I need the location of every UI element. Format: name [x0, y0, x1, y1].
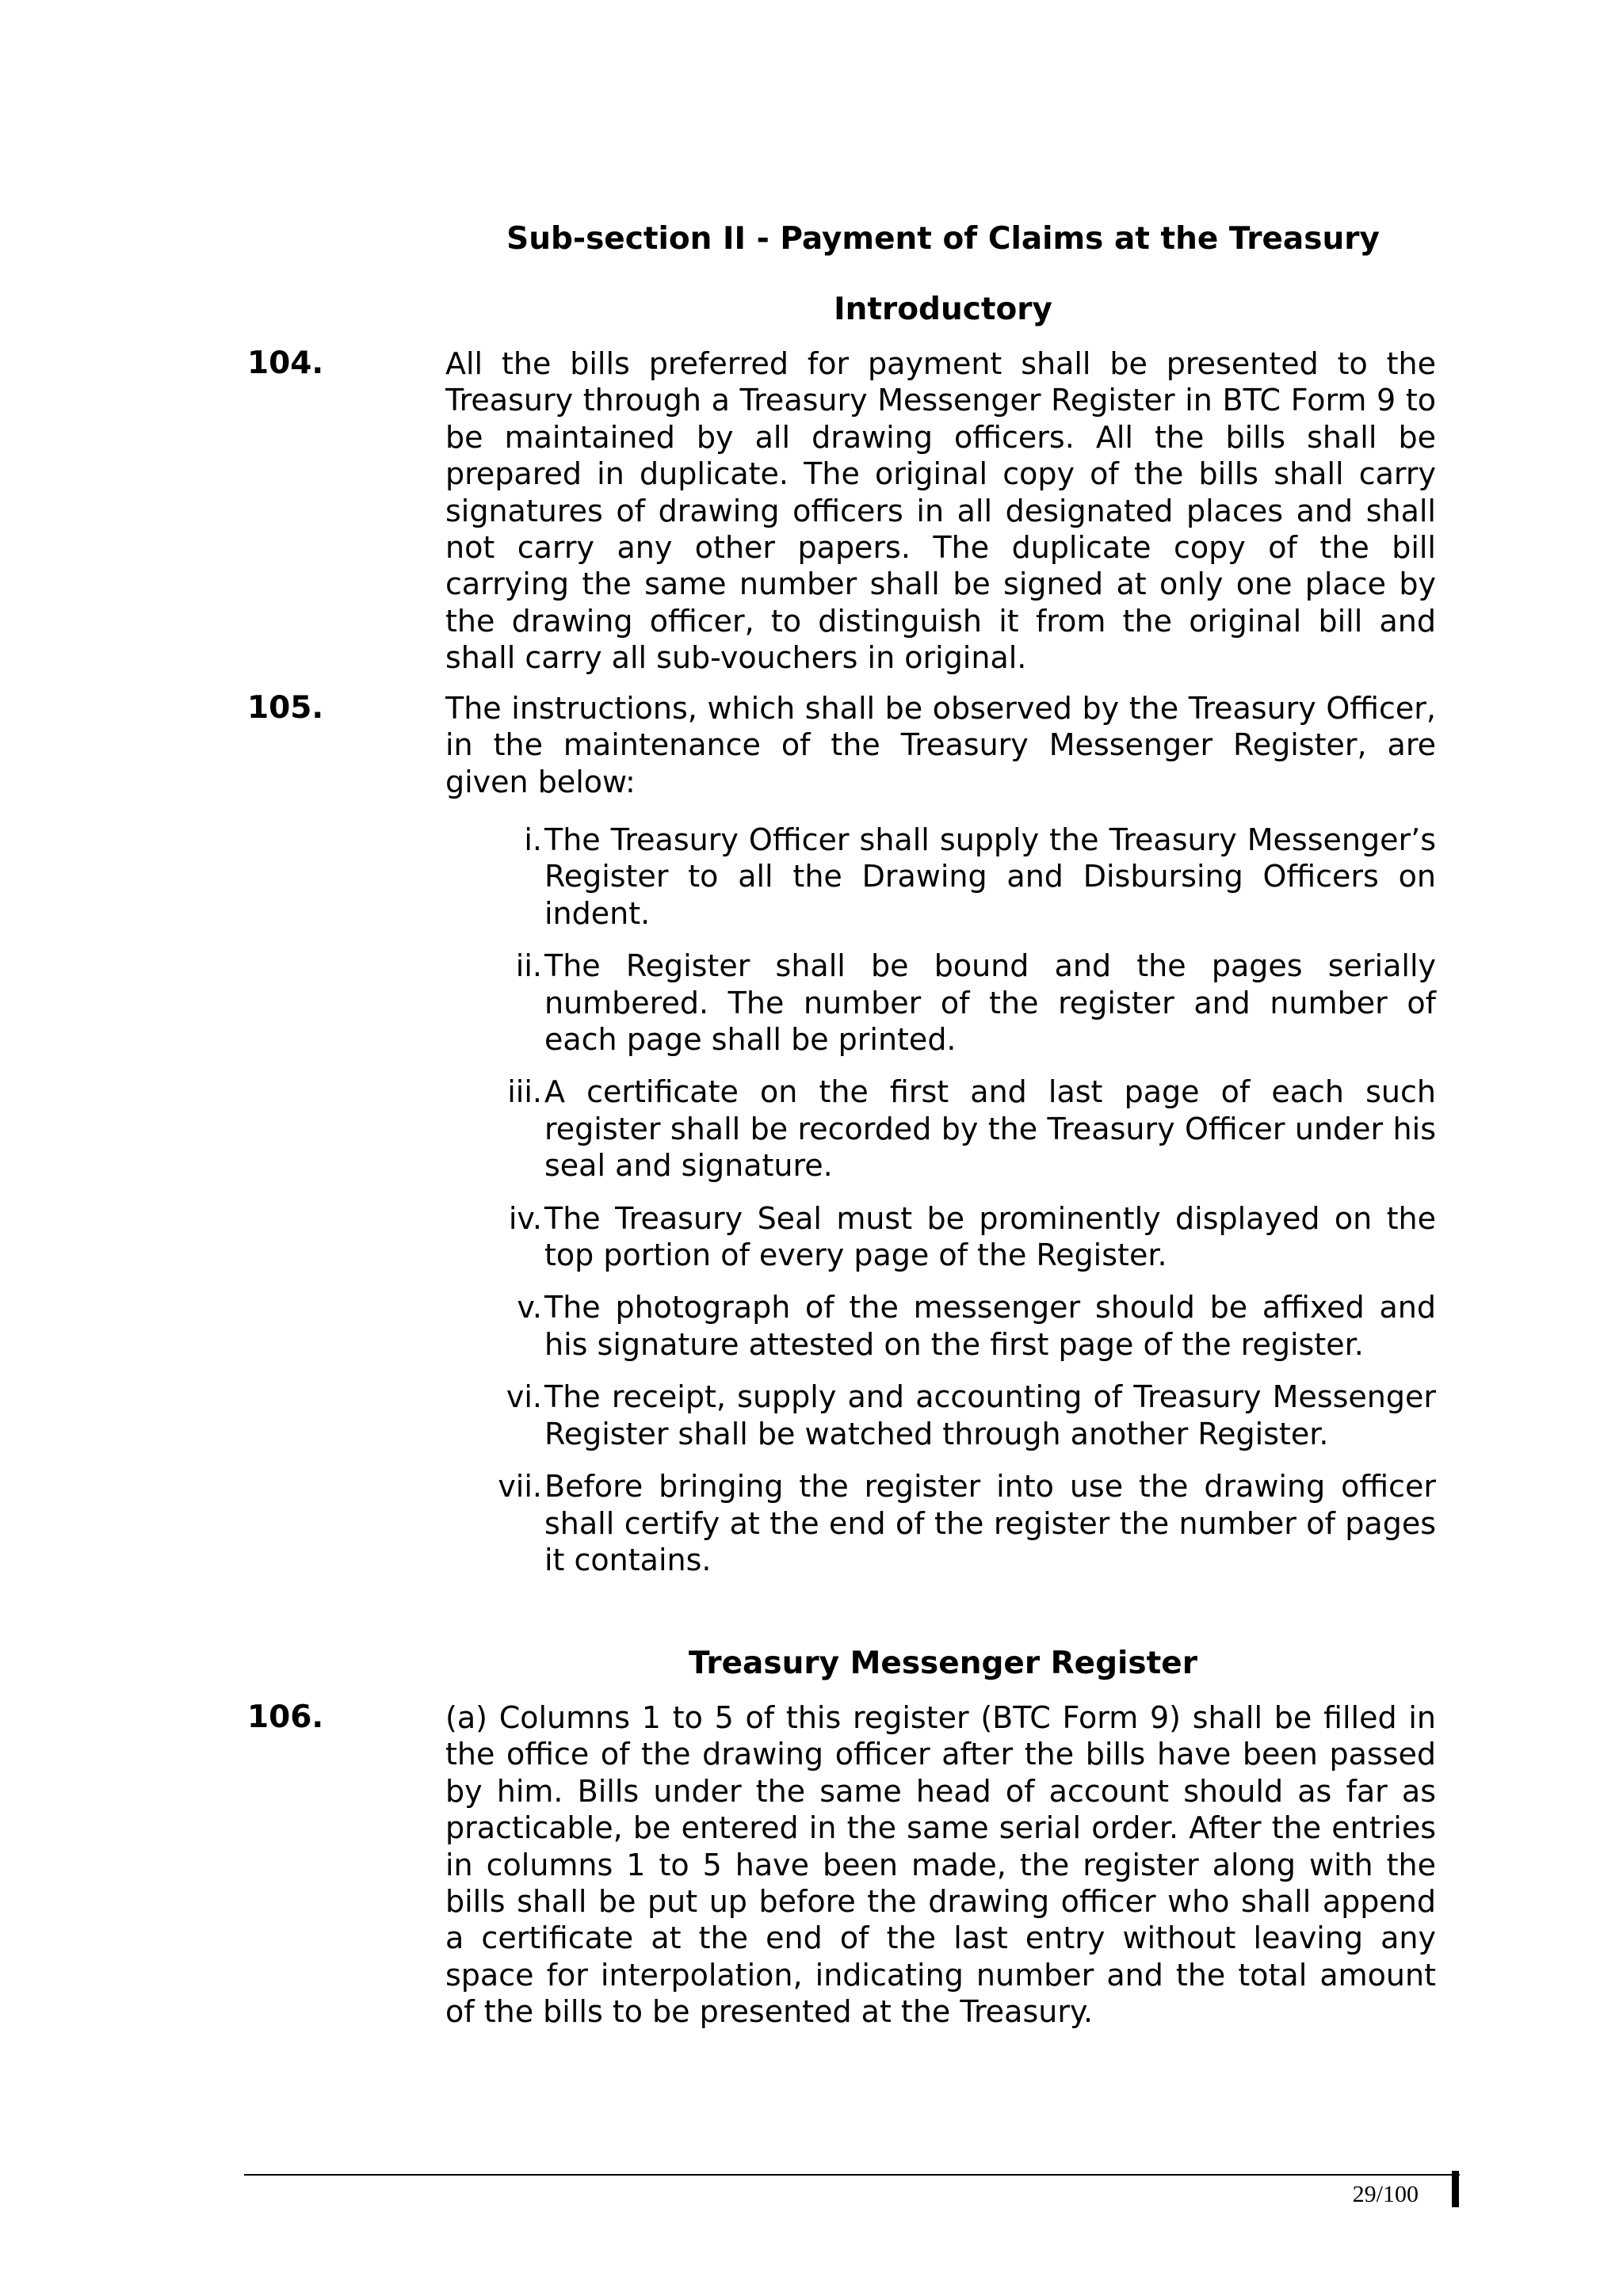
list-item-label: vi.: [506, 1379, 542, 1415]
subsection-title: Sub-section II - Payment of Claims at the Treasury: [506, 221, 1380, 257]
list-item: [445, 948, 1436, 1058]
list-item-label: v.: [517, 1290, 542, 1325]
paragraph-104-text: All the bills preferred for payment shall be presented to the Treasury through a Treasury Messenger Register in BTC Form 9 to be maintained by all drawing officers. All the bills shall be prepared in duplicate. The original copy of the bills shall carry signatures of drawing officers in all designated places and shall not carry any other papers. The duplicate copy of the bill carrying the same number shall be signed at only one place by the drawing officer, to distinguish it from the original bill and shall carry all sub-vouchers in original.: [445, 346, 1436, 676]
list-item: [445, 822, 1436, 932]
list-item-text: Before bringing the register into use the drawing officer shall certify at the end of the register the number of pages it contains.: [544, 1469, 1436, 1577]
paragraph-number-106: 106.: [247, 1699, 324, 1735]
list-item-label: vii.: [498, 1469, 542, 1505]
list-item-text: The Register shall be bound and the pages serially numbered. The number of the register and number of each page shall be printed.: [544, 948, 1436, 1058]
footer-divider: [244, 2174, 1460, 2176]
treasury-messenger-register-heading: Treasury Messenger Register: [689, 1646, 1197, 1681]
list-item-label: ii.: [515, 948, 542, 984]
list-item-text: The photograph of the messenger should be affixed and his signature attested on the first page of the register.: [544, 1290, 1436, 1362]
instruction-list: [445, 822, 1436, 1594]
page-number: 29/100: [1352, 2181, 1419, 2207]
list-item-label: iii.: [507, 1074, 542, 1110]
paragraph-105-text: The instructions, which shall be observed by the Treasury Officer, in the maintenance of the Treasury Messenger Register, are given below:: [445, 691, 1436, 799]
list-item-text: The receipt, supply and accounting of Treasury Messenger Register shall be watched through another Register.: [544, 1379, 1436, 1451]
list-item: [445, 1379, 1436, 1452]
list-item: [445, 1074, 1436, 1184]
list-item-label: i.: [524, 822, 542, 857]
list-item: [445, 1468, 1436, 1578]
paragraph-106-text: (a) Columns 1 to 5 of this register (BTC Form 9) shall be filled in the office of the drawing officer after the bills have been passed by him. Bills under the same head of account should as far as practicable, be entered in the same serial order. After the entries in columns 1 to 5 have been made, the register along with the bills shall be put up before the drawing officer who shall append a certificate at the end of the last entry without leaving any space for interpolation, indicating number and the total amount of the bills to be presented at the Treasury.: [445, 1700, 1436, 2030]
list-item: [445, 1200, 1436, 1274]
list-item-label: iv.: [508, 1200, 542, 1236]
paragraph-number-105: 105.: [247, 690, 324, 726]
list-item-text: The Treasury Officer shall supply the Treasury Messenger’s Register to all the Drawing and Disbursing Officers on indent.: [544, 822, 1436, 931]
list-item-text: A certificate on the first and last page of each such register shall be recorded by the Treasury Officer under his seal and signature.: [544, 1074, 1436, 1184]
paragraph-number-104: 104.: [247, 345, 324, 381]
footer-bar-mark: [1452, 2171, 1459, 2207]
introductory-heading: Introductory: [834, 292, 1052, 327]
list-item: [445, 1289, 1436, 1363]
list-item-text: The Treasury Seal must be prominently displayed on the top portion of every page of the Register.: [544, 1200, 1436, 1273]
